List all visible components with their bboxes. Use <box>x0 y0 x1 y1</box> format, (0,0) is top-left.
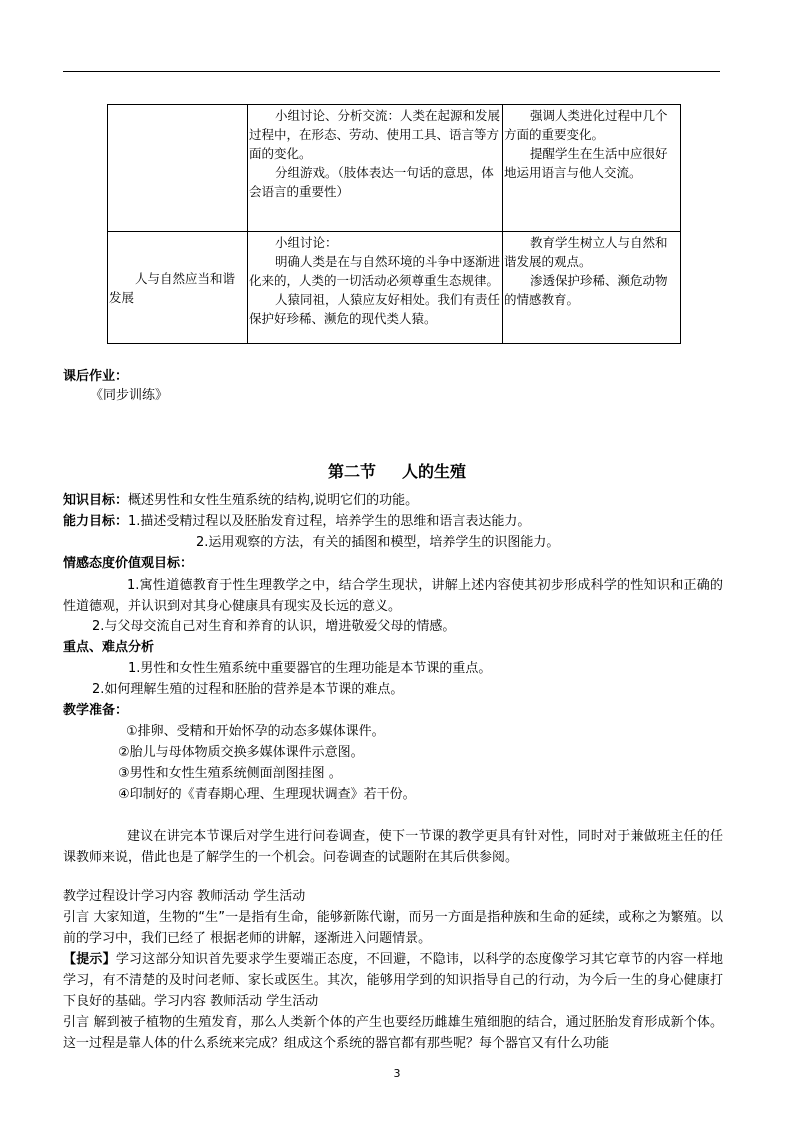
knowledge-text: 概述男性和女性生殖系统的结构,说明它们的功能。 <box>128 493 419 508</box>
teacher-activity-text: 强调人类进化过程中几个方面的重要变化。 <box>504 108 668 142</box>
student-activity-cell <box>248 232 503 344</box>
knowledge-label: 知识目标： <box>63 493 129 508</box>
tip-label: 【提示】 <box>63 952 116 967</box>
process-heading: 教学过程设计学习内容 教师活动 学生活动 <box>63 889 306 904</box>
preparation-label: 教学准备： <box>63 703 129 718</box>
teacher-activity-cell <box>503 105 681 232</box>
preparation-item: ③男性和女性生殖系统侧面剖图挂图 。 <box>118 766 342 781</box>
header-rule <box>63 71 720 72</box>
ability-text-1: 1.描述受精过程以及胚胎发育过程，培养学生的思维和语言表达能力。 <box>128 514 531 529</box>
student-activity-cell <box>248 105 503 232</box>
emotion-text-2: 2.与父母交流自己对生育和养育的认识，增进敬爱父母的情感。 <box>92 619 456 634</box>
teacher-activity-text: 渗透保护珍稀、濒危动物的情感教育。 <box>504 273 668 307</box>
homework-item: 《同步训练》 <box>90 388 169 403</box>
process-intro-2: 引言 解到被子植物的生殖发育，那么人类新个体的产生也要经历雌雄生殖细胞的结合，通过胚胎发育形成新个体。这一过程是靠人体的什么系统来完成？组成这个系统的器官都有那些呢？每个器官又有什么功能 <box>63 1015 723 1051</box>
preparation-item: ②胎儿与母体物质交换多媒体课件示意图。 <box>118 745 364 760</box>
preparation-item: ①排卵、受精和开始怀孕的动态多媒体课件。 <box>126 724 385 739</box>
process-intro: 引言 大家知道，生物的“生”一是指有生命，能够新陈代谢，而另一方面是指种族和生命的延续，或称之为繁殖。以前的学习中，我们已经了 根据老师的讲解，逐渐进入问题情景。 <box>63 910 723 946</box>
page-number: 3 <box>393 1067 401 1080</box>
lesson-table <box>107 104 681 344</box>
teacher-activity-text: 教育学生树立人与自然和谐发展的观点。 <box>504 235 668 269</box>
ability-label: 能力目标： <box>63 514 129 529</box>
process-tip <box>63 949 723 1012</box>
teacher-activity-text: 提醒学生在生活中应很好地运用语言与他人交流。 <box>504 146 668 180</box>
key-points-label: 重点、难点分析 <box>63 640 155 655</box>
emotion-text-1: 1.寓性道德教育于性生理教学之中，结合学生现状，讲解上述内容使其初步形成科学的性知识和正确的性道德观，并认识到对其身心健康具有现实及长远的意义。 <box>63 578 723 614</box>
preparation-item: ④印制好的《青春期心理、生理现状调查》若干份。 <box>118 787 416 802</box>
suggestion-paragraph: 建议在讲完本节课后对学生进行问卷调查，使下一节课的教学更具有针对性，同时对于兼做班主任的任课教师来说，借此也是了解学生的一个机会。问卷调查的试题附在其后供参阅。 <box>63 829 723 865</box>
topic-cell <box>108 232 248 344</box>
student-activity-text: 人猿同祖，人猿应友好相处。我们有责任保护好珍稀、濒危的现代类人猿。 <box>249 292 501 326</box>
student-activity-text: 明确人类是在与自然环境的斗争中逐渐进化来的，人类的一切活动必须尊重生态规律。 <box>249 254 501 288</box>
section-name: 人的生殖 <box>402 462 467 481</box>
key-point-1: 1.男性和女性生殖系统中重要器官的生理功能是本节课的重点。 <box>128 661 492 676</box>
key-point-2: 2.如何理解生殖的过程和胚胎的营养是本节课的难点。 <box>92 682 404 697</box>
table-row <box>108 105 681 232</box>
student-activity-text: 小组讨论： <box>275 235 338 250</box>
teacher-activity-cell <box>503 232 681 344</box>
student-activity-text: 分组游戏。（肢体表达一句话的意思，体会语言的重要性） <box>249 165 494 199</box>
topic-cell <box>108 105 248 232</box>
homework-label: 课后作业： <box>63 369 129 384</box>
student-activity-text: 小组讨论、分析交流：人类在起源和发展过程中，在形态、劳动、使用工具、语言等方面的变化。 <box>249 108 501 161</box>
table-row <box>108 232 681 344</box>
tip-text: 学习这部分知识首先要求学生要端正态度，不回避，不隐讳，以科学的态度像学习其它章节的内容一样地学习，有不清楚的及时问老师、家长或医生。其次，能够用学到的知识指导自己的行动，为今后一生的身心健康打下良好的基础。学习内容 教师活动 学生活动 <box>63 952 723 1009</box>
topic-text: 人与自然应当和谐发展 <box>109 270 236 305</box>
emotion-label: 情感态度价值观目标： <box>63 556 194 571</box>
section-number: 第二节 <box>327 462 376 481</box>
knowledge-objective <box>63 491 418 510</box>
ability-objective <box>63 512 530 531</box>
ability-text-2: 2.运用观察的方法，有关的插图和模型，培养学生的识图能力。 <box>196 535 560 550</box>
section-title <box>0 459 794 482</box>
